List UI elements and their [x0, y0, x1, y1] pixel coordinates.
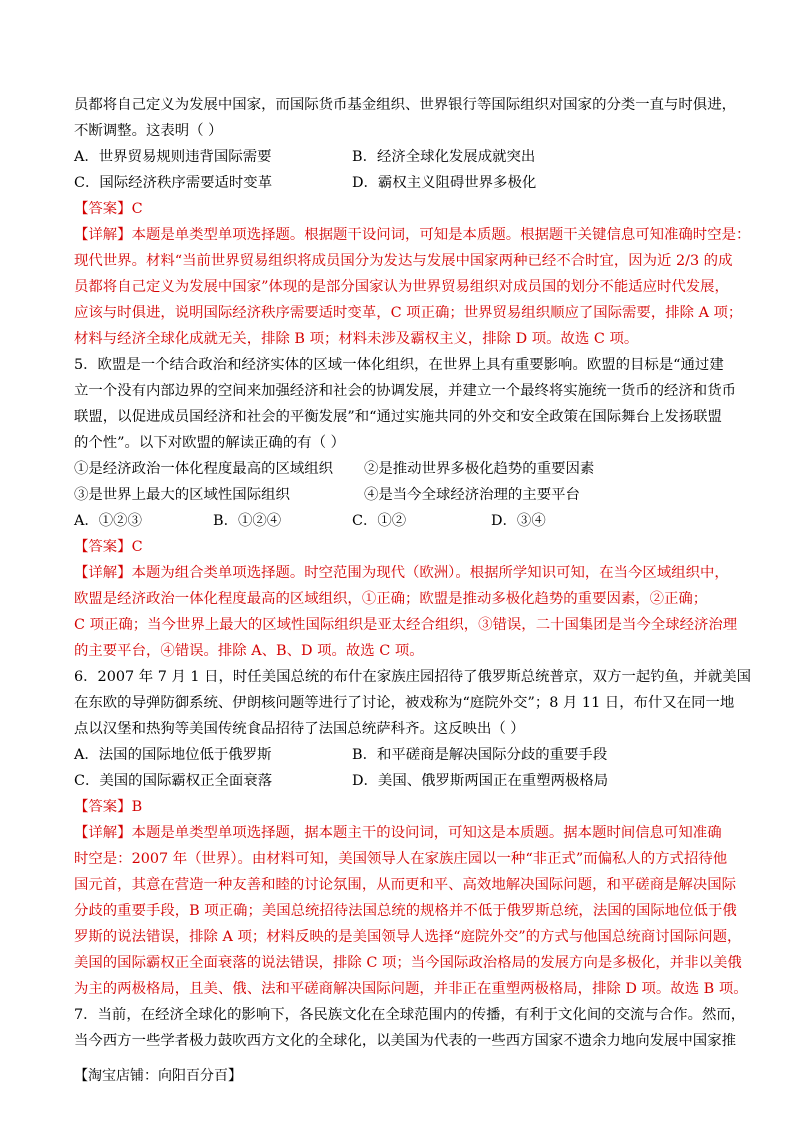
options-row	[74, 144, 734, 170]
page-footer: 【淘宝店铺：向阳百分百】	[74, 1068, 242, 1084]
document-body	[74, 92, 751, 1054]
option-b: B．①②④	[213, 513, 282, 529]
question-6-stem: 点以汉堡和热狗等美国传统食品招待了法国总统萨科齐。这反映出（ ）	[74, 721, 525, 737]
question-5-stem: 5．欧盟是一个结合政治和经济实体的区域一体化组织，在世界上具有重要影响。欧盟的目标是“通过建	[74, 357, 724, 373]
option-b: B．和平磋商是解决国际分歧的重要手段	[352, 747, 608, 763]
question-5-stem: 立一个没有内部边界的空间来加强经济和社会的协调发展，并建立一个最终将实施统一货币的经济和货币	[74, 383, 736, 399]
analysis-line: 应该与时俱进，说明国际经济秩序需要适时变革，C 项正确；世界贸易组织顺应了国际需要，排除 A 项；	[74, 305, 743, 321]
option-a: A．①②③	[74, 513, 142, 529]
analysis-line: 国元首，其意在营造一种友善和睦的讨论氛围，从而更和平、高效地解决国际问题，和平磋商是解决国际	[74, 877, 736, 893]
options-row	[74, 768, 734, 794]
analysis-line: 分歧的重要手段，B 项正确；美国总统招待法国总统的规格并不低于俄罗斯总统，法国的国际地位低于俄	[74, 903, 737, 919]
statement-row	[74, 482, 734, 508]
question-5-stem: 的个性”。以下对欧盟的解读正确的有（ ）	[74, 435, 345, 451]
answer-label: 【答案】B	[74, 799, 143, 815]
options-row	[74, 742, 734, 768]
option-a: A．世界贸易规则违背国际需要	[74, 149, 272, 165]
question-6-stem: 在东欧的导弹防御系统、伊朗核问题等进行了讨论，被戏称为“庭院外交”；8 月 11 日，布什又在同一地	[74, 695, 735, 711]
question-7-stem: 7．当前，在经济全球化的影响下，各民族文化在全球范围内的传播，有利于文化间的交流与合作。然而，	[74, 1007, 746, 1023]
analysis-line: 时空是：2007 年（世界）。由材料可知，美国领导人在家族庄园以一种“非正式”而偏私人的方式招待他	[74, 851, 728, 867]
analysis-line: C 项正确；当今世界上最大的区域性国际组织是亚太经合组织，③错误，二十国集团是当今全球经济治理	[74, 617, 738, 633]
statement-1: ①是经济政治一体化程度最高的区域组织	[74, 461, 334, 477]
analysis-line: 【详解】本题是单类型单项选择题。根据题干设问词，可知是本质题。根据题干关键信息可知准确时空是：	[74, 227, 751, 243]
option-c: C．国际经济秩序需要适时变革	[74, 175, 273, 191]
option-d: D．美国、俄罗斯两国正在重塑两极格局	[352, 773, 609, 789]
options-row	[74, 508, 734, 534]
analysis-line: 为主的两极格局，且美、俄、法和平磋商解决国际问题，并非正在重塑两极格局，排除 D 项。故选 B 项。	[74, 981, 748, 997]
analysis-line: 现代世界。材料“当前世界贸易组织将成员国分为发达与发展中国家两种已经不合时宜，因为近 2/3 的成	[74, 253, 733, 269]
statement-3: ③是世界上最大的区域性国际组织	[74, 487, 290, 503]
question-6-stem: 6．2007 年 7 月 1 日，时任美国总统的布什在家族庄园招待了俄罗斯总统普京，双方一起钓鱼，并就美国	[74, 669, 751, 685]
analysis-line: 材料与经济全球化成就无关，排除 B 项；材料未涉及霸权主义，排除 D 项。故选 C 项。	[74, 331, 639, 347]
option-d: D．霸权主义阻碍世界多极化	[352, 175, 537, 191]
question-7-stem: 当今西方一些学者极力鼓吹西方文化的全球化，以美国为代表的一些西方国家不遗余力地向发展中国家推	[74, 1033, 736, 1049]
statement-4: ④是当今全球经济治理的主要平台	[364, 487, 580, 503]
option-c: C．①②	[352, 513, 407, 529]
statement-row	[74, 456, 734, 482]
answer-label: 【答案】C	[74, 201, 143, 217]
text-line: 不断调整。这表明（ ）	[74, 123, 223, 139]
analysis-line: 的主要平台，④错误。排除 A、B、D 项。故选 C 项。	[74, 643, 424, 659]
option-c: C．美国的国际霸权正全面衰落	[74, 773, 273, 789]
option-b: B．经济全球化发展成就突出	[352, 149, 536, 165]
options-row	[74, 170, 734, 196]
text-line: 员都将自己定义为发展中国家，而国际货币基金组织、世界银行等国际组织对国家的分类一直与时俱进，	[74, 97, 736, 113]
question-5-stem: 联盟，以促进成员国经济和社会的平衡发展”和“通过实施共同的外交和安全政策在国际舞台上发扬联盟	[74, 409, 722, 425]
statement-2: ②是推动世界多极化趋势的重要因素	[364, 461, 595, 477]
analysis-line: 美国的国际霸权正全面衰落的说法错误，排除 C 项；当今国际政治格局的发展方向是多极化，并非以美俄	[74, 955, 742, 971]
analysis-line: 欧盟是经济政治一体化程度最高的区域组织，①正确；欧盟是推动多极化趋势的重要因素，②正确；	[74, 591, 708, 607]
analysis-line: 员都将自己定义为发展中国家”体现的是部分国家认为世界贸易组织对成员国的划分不能适应时代发展，	[74, 279, 729, 295]
analysis-line: 【详解】本题为组合类单项选择题。时空范围为现代（欧洲）。根据所学知识可知，在当今区域组织中，	[74, 565, 729, 581]
option-d: D．③④	[491, 513, 546, 529]
analysis-line: 罗斯的说法错误，排除 A 项；材料反映的是美国领导人选择“庭院外交”的方式与他国总统商讨国际问题，	[74, 929, 742, 945]
answer-label: 【答案】C	[74, 539, 143, 555]
option-a: A．法国的国际地位低于俄罗斯	[74, 747, 272, 763]
analysis-line: 【详解】本题是单类型单项选择题，据本题主干的设问词，可知这是本质题。据本题时间信息可知准确	[74, 825, 722, 841]
